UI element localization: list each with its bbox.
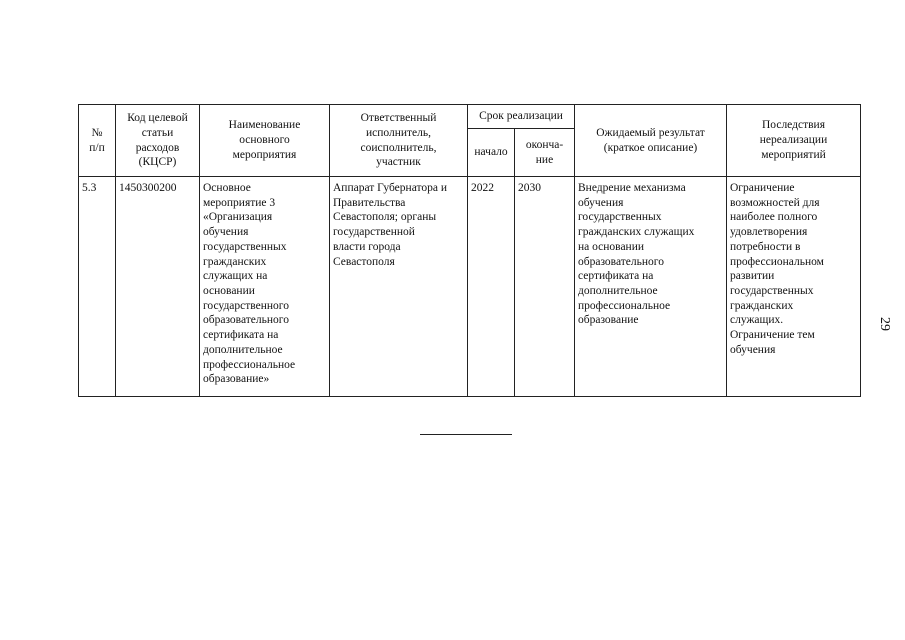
cell-term-start: 2022 [468,177,515,397]
cell-responsible: Аппарат Губернатора и Правительства Севастополя; органы государственной власти города Севастополя [330,177,468,397]
header-term-start: начало [468,129,515,177]
header-result: Ожидаемый результат (краткое описание) [575,105,727,177]
header-code: Код целевой статьи расходов (КЦСР) [116,105,200,177]
header-num: № п/п [79,105,116,177]
activities-table [78,104,861,397]
header-term-end: оконча- ние [515,129,575,177]
header-responsible: Ответственный исполнитель, соисполнитель, участник [330,105,468,177]
table-header [79,105,861,177]
header-name: Наименование основного мероприятия [200,105,330,177]
cell-term-end: 2030 [515,177,575,397]
cell-consequences: Ограничение возможностей для наиболее полного удовлетворения потребности в профессиональном развитии государственных гражданских служащих. Ограничение тем обучения [727,177,861,397]
table-row [79,177,861,397]
cell-num: 5.3 [79,177,116,397]
end-divider [420,434,512,435]
cell-code: 1450300200 [116,177,200,397]
header-consequences: Последствия нереализации мероприятий [727,105,861,177]
cell-result: Внедрение механизма обучения государственных гражданских служащих на основании образовательного сертификата на дополнительное профессиональное образование [575,177,727,397]
page-number: 29 [877,317,892,331]
cell-name: Основное мероприятие 3 «Организация обучения государственных гражданских служащих на основании государственного образовательного сертификата на дополнительное профессиональное образование» [200,177,330,397]
header-term: Срок реализации [468,105,575,129]
